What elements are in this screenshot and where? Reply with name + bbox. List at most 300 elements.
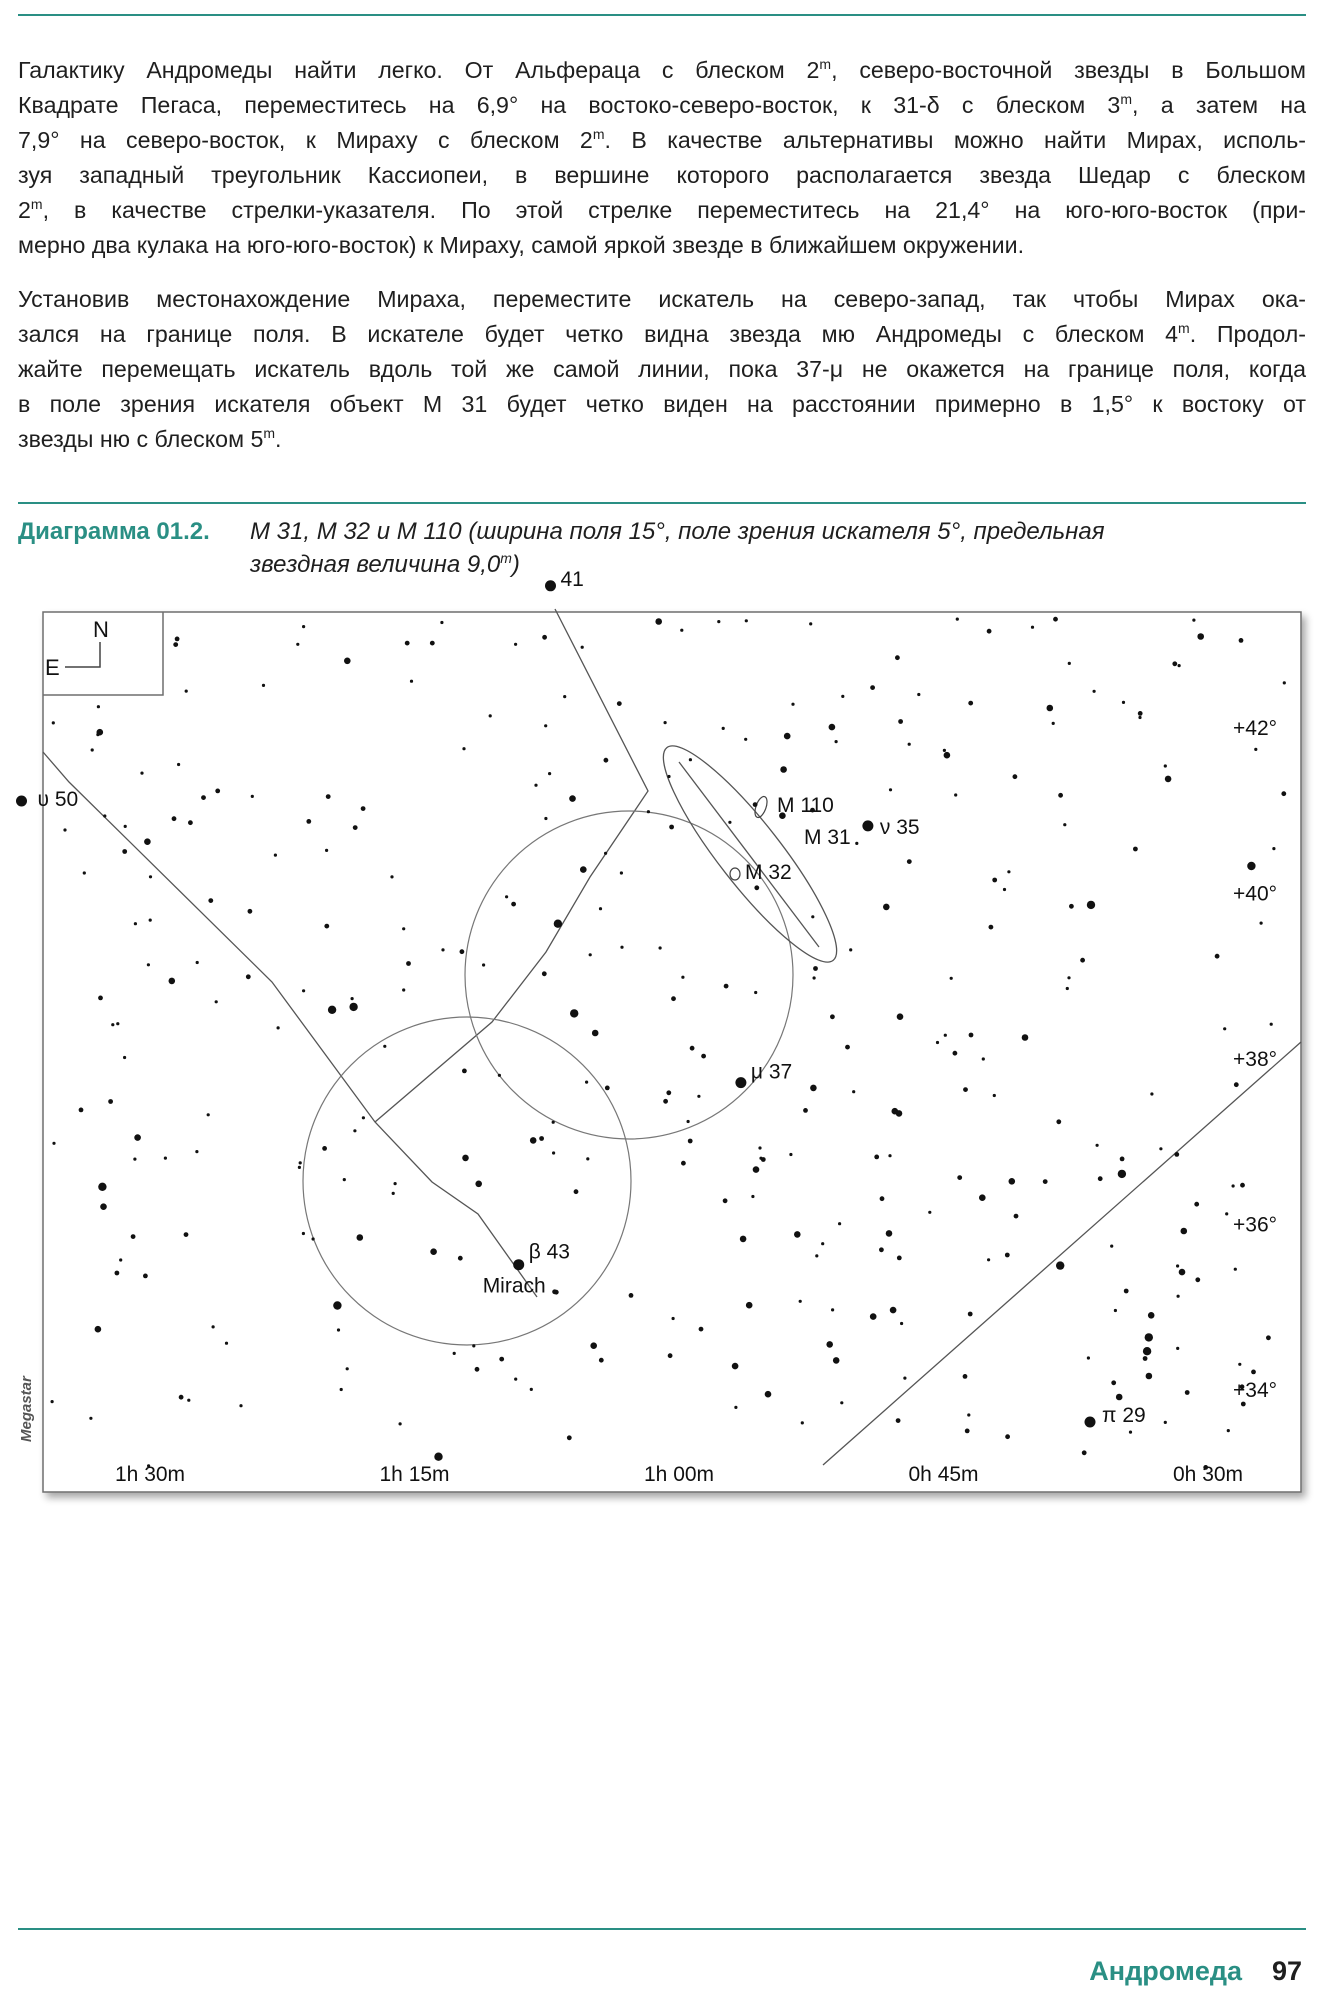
star <box>1080 958 1085 963</box>
star <box>746 1302 753 1309</box>
star <box>134 922 137 925</box>
star <box>116 1022 119 1025</box>
star <box>586 1157 589 1160</box>
caption-line-1: M 31, M 32 и M 110 (ширина поля 15°, поле зрения искателя 5°, предельная <box>250 518 1105 545</box>
star-label: υ 50 <box>37 788 79 811</box>
star <box>552 1151 555 1154</box>
star-chart <box>17 567 1305 1519</box>
star <box>663 1099 668 1104</box>
star <box>344 658 351 665</box>
star <box>1197 633 1204 640</box>
star <box>1066 987 1069 990</box>
star <box>831 1308 834 1311</box>
star <box>841 695 844 698</box>
star <box>666 1090 671 1095</box>
star <box>987 629 992 634</box>
star <box>103 814 106 817</box>
star <box>353 825 358 830</box>
star <box>780 766 787 773</box>
star <box>1009 1178 1016 1185</box>
ra-tick-label: 1h 00m <box>644 1463 715 1486</box>
star <box>574 1189 579 1194</box>
star <box>681 1161 686 1166</box>
star <box>967 1413 970 1416</box>
star <box>722 727 725 730</box>
star <box>312 1237 315 1240</box>
star <box>98 1183 106 1191</box>
labeled-star <box>16 796 27 807</box>
star <box>1178 664 1181 667</box>
star <box>144 838 151 845</box>
page-number: 97 <box>1271 1956 1302 1986</box>
star <box>534 784 537 787</box>
star <box>969 1033 974 1038</box>
star <box>1260 922 1263 925</box>
star <box>811 915 814 918</box>
star <box>723 1198 728 1203</box>
star <box>605 1086 610 1091</box>
star <box>886 1230 893 1237</box>
star-label: π 29 <box>1102 1404 1146 1427</box>
labeled-star <box>1085 1417 1096 1428</box>
star <box>248 909 253 914</box>
star <box>987 1258 990 1261</box>
star <box>821 1242 824 1245</box>
star <box>840 1401 843 1404</box>
star <box>855 842 858 845</box>
paragraph-line: жайте перемещать искатель вдоль той же самой линии, пока 37-μ не окажется на границе поля, когда <box>18 356 1306 382</box>
star <box>149 875 152 878</box>
star <box>1087 901 1095 909</box>
star <box>1225 1212 1228 1215</box>
star <box>173 642 178 647</box>
star <box>1014 1214 1019 1219</box>
star <box>728 821 731 824</box>
star <box>754 991 757 994</box>
star <box>835 740 838 743</box>
star <box>1013 774 1018 779</box>
star <box>745 619 748 622</box>
star <box>895 655 900 660</box>
star <box>441 948 444 951</box>
star <box>759 1157 762 1160</box>
footer-section-title: Андромеда <box>1089 1956 1242 1986</box>
star <box>1234 1082 1239 1087</box>
star <box>567 1435 572 1440</box>
star <box>1238 1363 1241 1366</box>
star <box>874 1155 879 1160</box>
star <box>784 733 791 740</box>
star <box>794 1231 801 1238</box>
paragraph-line: зуя западный треугольник Кассиопеи, в вершине которого располагается звезда Шедар с блеском <box>18 162 1306 188</box>
ra-tick-label: 1h 30m <box>115 1463 186 1486</box>
star <box>672 1317 675 1320</box>
star <box>950 977 953 980</box>
star-label: μ 37 <box>750 1060 793 1084</box>
star <box>402 927 405 930</box>
star <box>907 859 912 864</box>
star <box>701 1054 706 1059</box>
star <box>830 1014 835 1019</box>
star <box>957 1175 962 1180</box>
star <box>620 871 623 874</box>
star <box>1251 1370 1256 1375</box>
star <box>936 1041 939 1044</box>
star <box>1063 823 1066 826</box>
star <box>993 1094 996 1097</box>
star <box>829 724 836 731</box>
star <box>1148 1312 1155 1319</box>
star <box>789 1153 792 1156</box>
star <box>306 819 311 824</box>
star <box>1124 1289 1129 1294</box>
star <box>963 1374 968 1379</box>
star <box>1176 1347 1179 1350</box>
star <box>325 849 328 852</box>
star <box>681 976 684 979</box>
star <box>383 1045 386 1048</box>
dec-tick-label: +40° <box>1233 882 1278 906</box>
star <box>143 1274 148 1279</box>
star <box>897 1013 904 1020</box>
star <box>765 1391 772 1398</box>
star <box>1122 701 1125 704</box>
star <box>689 758 692 761</box>
star <box>754 885 759 890</box>
star-label: ν 35 <box>879 815 920 839</box>
star <box>1138 716 1141 719</box>
caption-label: Диаграмма 01.2. <box>18 518 210 545</box>
star <box>801 1421 804 1424</box>
star <box>896 1418 901 1423</box>
star <box>944 752 951 759</box>
star <box>201 795 206 800</box>
star <box>1052 722 1055 725</box>
star <box>1174 1152 1179 1157</box>
dec-tick-label: +34° <box>1233 1379 1278 1403</box>
labeled-star <box>862 820 873 831</box>
star <box>968 701 973 706</box>
star <box>883 904 890 911</box>
star <box>1087 1356 1090 1359</box>
star <box>1172 661 1177 666</box>
star <box>1223 1027 1226 1030</box>
star <box>968 1312 973 1317</box>
star <box>530 1137 537 1144</box>
star <box>1118 1170 1126 1178</box>
star <box>133 1158 136 1161</box>
star <box>406 961 411 966</box>
star <box>903 1377 906 1380</box>
star <box>277 1026 280 1029</box>
star <box>979 1194 986 1201</box>
star <box>225 1342 228 1345</box>
star <box>215 789 220 794</box>
star <box>892 1108 899 1115</box>
star <box>147 963 150 966</box>
star <box>97 705 100 708</box>
paragraph-2 <box>18 282 1306 457</box>
ra-tick-label: 0h 45m <box>908 1463 979 1486</box>
star <box>462 747 465 750</box>
star <box>758 1146 761 1149</box>
star <box>472 1344 475 1347</box>
star <box>647 810 650 813</box>
star <box>122 849 127 854</box>
star <box>362 1116 365 1119</box>
star <box>680 629 683 632</box>
star <box>590 1342 597 1349</box>
star <box>581 646 584 649</box>
star <box>580 866 587 873</box>
star <box>140 772 143 775</box>
star <box>1272 847 1275 850</box>
star <box>351 997 354 1000</box>
star <box>482 963 485 966</box>
star <box>982 1057 985 1060</box>
star <box>953 1051 958 1056</box>
star <box>852 1090 855 1093</box>
star <box>659 946 662 949</box>
star <box>1047 705 1054 712</box>
star <box>889 788 892 791</box>
star <box>196 961 199 964</box>
paragraph-line: мерно два кулака на юго-юго-восток) к Мираху, самой яркой звезде в ближайшем окружении. <box>18 232 1025 258</box>
star <box>298 1166 301 1169</box>
ra-tick-label: 1h 15m <box>379 1463 450 1486</box>
bottom-rule <box>18 1928 1306 1930</box>
compass-north: N <box>93 617 109 642</box>
star <box>620 946 623 949</box>
star <box>343 1178 346 1181</box>
star <box>671 996 676 1001</box>
star <box>475 1181 482 1188</box>
paragraph-line: звезды ню с блеском 5$^m$. <box>18 425 282 452</box>
star <box>753 802 758 807</box>
star <box>91 748 94 751</box>
star <box>1150 1092 1153 1095</box>
star <box>799 1300 802 1303</box>
star <box>1270 1023 1273 1026</box>
star <box>124 825 127 828</box>
star <box>1234 1268 1237 1271</box>
star <box>1185 1390 1190 1395</box>
star <box>944 1034 947 1037</box>
star <box>100 1203 107 1210</box>
star <box>542 971 547 976</box>
star <box>1093 690 1096 693</box>
star <box>185 690 188 693</box>
star <box>262 684 265 687</box>
star <box>322 1146 327 1151</box>
star <box>514 643 517 646</box>
star <box>83 871 86 874</box>
star <box>195 1150 198 1153</box>
star <box>1111 1380 1116 1385</box>
star <box>164 1157 167 1160</box>
star <box>115 1271 120 1276</box>
star <box>1159 1147 1162 1150</box>
star <box>554 920 562 928</box>
star <box>734 1406 737 1409</box>
star <box>1181 1228 1188 1235</box>
star <box>552 1121 555 1124</box>
star <box>1058 793 1063 798</box>
star <box>1164 1421 1167 1424</box>
star <box>399 1422 402 1425</box>
labeled-star <box>545 580 556 591</box>
star <box>97 729 104 736</box>
star <box>724 984 729 989</box>
caption-rule <box>18 502 1306 504</box>
dec-tick-label: +42° <box>1233 716 1278 740</box>
star <box>849 948 852 951</box>
star <box>1146 1373 1153 1380</box>
star <box>302 625 305 628</box>
star <box>954 793 957 796</box>
star <box>353 1129 356 1132</box>
star <box>333 1301 341 1309</box>
star <box>1053 617 1058 622</box>
paragraph-line: Квадрате Пегаса, переместитесь на 6,9° на востоко-северо-восток, к 31-δ с блеском 3$^m$, а затем на <box>18 91 1306 118</box>
star <box>1031 626 1034 629</box>
star <box>563 695 566 698</box>
star <box>1110 1245 1113 1248</box>
star <box>1240 1183 1245 1188</box>
star <box>815 1254 818 1257</box>
ra-tick-label: 0h 30m <box>1173 1463 1244 1486</box>
star <box>1281 791 1286 796</box>
star <box>548 772 551 775</box>
chart-credit: Megastar <box>18 1376 35 1442</box>
star <box>655 618 662 625</box>
paragraph-line: зался на границе поля. В искателе будет четко видна звезда мю Андромеды с блеском 4$^m$. Продол- <box>18 320 1307 347</box>
star <box>1215 954 1220 959</box>
star <box>328 1006 336 1014</box>
paragraph-line: 7,9° на северо-восток, к Мираху с блеском 2$^m$. В качестве альтернативы можно найти Мирах, исполь- <box>18 126 1306 153</box>
star <box>430 641 435 646</box>
star <box>690 1046 695 1051</box>
star-name-mirach: Mirach <box>482 1274 546 1298</box>
chart-frame <box>43 612 1301 1492</box>
star <box>589 953 592 956</box>
star <box>410 680 413 683</box>
star <box>900 1322 903 1325</box>
star <box>274 854 277 857</box>
star <box>667 775 670 778</box>
star <box>63 828 66 831</box>
star <box>489 714 492 717</box>
star <box>1283 681 1286 684</box>
star <box>530 1388 533 1391</box>
star <box>246 974 251 979</box>
star <box>1177 1295 1180 1298</box>
star <box>324 924 329 929</box>
star <box>340 1388 343 1391</box>
dec-tick-label: +36° <box>1233 1213 1278 1237</box>
star <box>1145 1333 1153 1341</box>
star <box>753 1166 760 1173</box>
star <box>803 1108 808 1113</box>
star <box>668 1353 673 1358</box>
star <box>1254 748 1257 751</box>
star <box>989 925 994 930</box>
star <box>879 1247 884 1252</box>
star <box>453 1352 456 1355</box>
star <box>51 1400 54 1403</box>
star <box>119 1258 122 1261</box>
star <box>744 738 747 741</box>
star <box>394 1182 397 1185</box>
star <box>108 1099 113 1104</box>
star <box>215 1000 218 1003</box>
star <box>187 1399 190 1402</box>
star <box>346 1367 349 1370</box>
star <box>1227 1429 1230 1432</box>
star <box>505 895 508 898</box>
star <box>499 1357 504 1362</box>
star <box>717 620 720 623</box>
star <box>688 1139 693 1144</box>
star <box>402 988 405 991</box>
star <box>361 806 366 811</box>
star <box>169 978 176 985</box>
star <box>172 816 177 821</box>
star <box>1056 1261 1064 1269</box>
star <box>569 795 576 802</box>
star <box>570 1009 578 1017</box>
star <box>434 1453 442 1461</box>
star <box>1266 1335 1271 1340</box>
star <box>1129 1431 1132 1434</box>
star <box>1247 862 1255 870</box>
star <box>302 989 305 992</box>
star <box>599 1358 604 1363</box>
star <box>928 1211 931 1214</box>
star <box>337 1328 340 1331</box>
star <box>740 1236 747 1243</box>
star <box>1082 1450 1087 1455</box>
star <box>697 1095 700 1098</box>
star <box>813 966 818 971</box>
star <box>79 1108 84 1113</box>
star <box>1096 1144 1099 1147</box>
deep-sky-label: M 32 <box>745 861 792 884</box>
star <box>131 1234 136 1239</box>
star <box>1143 1356 1148 1361</box>
star <box>390 875 393 878</box>
star <box>544 817 547 820</box>
star <box>604 852 607 855</box>
star <box>1164 764 1167 767</box>
star <box>208 898 213 903</box>
star <box>629 1293 634 1298</box>
star <box>1143 1347 1151 1355</box>
star <box>833 1357 840 1364</box>
star <box>1241 1402 1246 1407</box>
star <box>207 1113 210 1116</box>
star <box>349 1003 357 1011</box>
labeled-star <box>513 1259 524 1270</box>
star <box>542 635 547 640</box>
star <box>897 1256 902 1261</box>
star <box>475 1367 480 1372</box>
star <box>460 949 465 954</box>
star <box>98 996 103 1001</box>
labeled-star <box>735 1077 746 1088</box>
star <box>149 919 152 922</box>
star <box>212 1325 215 1328</box>
